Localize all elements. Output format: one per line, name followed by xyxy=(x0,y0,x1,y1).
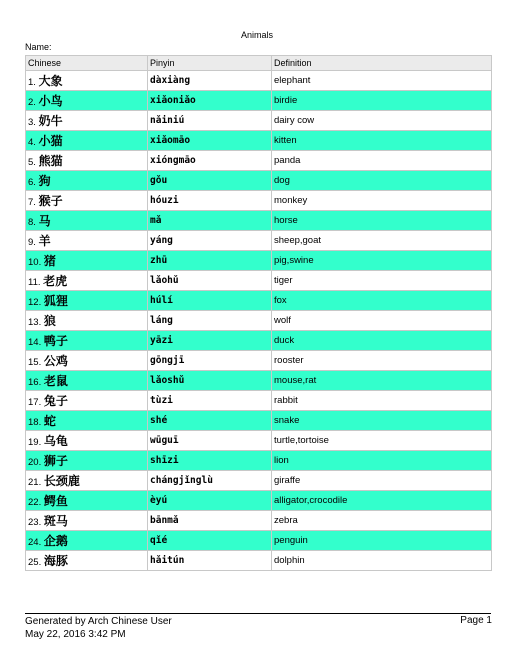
hanzi-text: 鳄鱼 xyxy=(43,494,68,508)
pinyin-cell: èyú xyxy=(148,491,272,511)
definition-cell: dog xyxy=(272,171,492,191)
row-number: 25. xyxy=(28,557,42,568)
pinyin-cell: chángjǐnglù xyxy=(148,471,272,491)
pinyin-cell: húlí xyxy=(148,291,272,311)
pinyin-cell: qǐé xyxy=(148,531,272,551)
pinyin-cell: shé xyxy=(148,411,272,431)
hanzi-text: 企鹅 xyxy=(43,534,68,548)
table-row xyxy=(26,471,492,491)
definition-cell: rabbit xyxy=(272,391,492,411)
table-row xyxy=(26,91,492,111)
chinese-cell xyxy=(26,491,148,511)
hanzi-text: 羊 xyxy=(38,234,51,248)
chinese-cell xyxy=(26,291,148,311)
hanzi-text: 猴子 xyxy=(38,194,63,208)
row-number: 22. xyxy=(28,497,42,508)
definition-cell: horse xyxy=(272,211,492,231)
table-row xyxy=(26,111,492,131)
chinese-cell xyxy=(26,471,148,491)
definition-cell: panda xyxy=(272,151,492,171)
table-row xyxy=(26,311,492,331)
pinyin-cell: nǎiniú xyxy=(148,111,272,131)
row-number: 21. xyxy=(28,477,42,488)
hanzi-text: 小鸟 xyxy=(38,94,63,108)
definition-cell: pig,swine xyxy=(272,251,492,271)
chinese-cell xyxy=(26,351,148,371)
definition-cell: sheep,goat xyxy=(272,231,492,251)
hanzi-text: 公鸡 xyxy=(43,354,68,368)
definition-cell: penguin xyxy=(272,531,492,551)
definition-cell: monkey xyxy=(272,191,492,211)
table-row xyxy=(26,431,492,451)
chinese-cell xyxy=(26,231,148,251)
footer-left xyxy=(25,615,172,641)
table-row xyxy=(26,371,492,391)
hanzi-text: 老虎 xyxy=(43,274,68,288)
pinyin-cell: yāzi xyxy=(148,331,272,351)
hanzi-text: 兔子 xyxy=(43,394,68,408)
definition-cell: lion xyxy=(272,451,492,471)
definition-cell: snake xyxy=(272,411,492,431)
chinese-cell xyxy=(26,331,148,351)
hanzi-text: 斑马 xyxy=(43,514,68,528)
definition-cell: giraffe xyxy=(272,471,492,491)
pinyin-cell: mǎ xyxy=(148,211,272,231)
table-row xyxy=(26,271,492,291)
definition-cell: birdie xyxy=(272,91,492,111)
definition-cell: duck xyxy=(272,331,492,351)
hanzi-text: 狗 xyxy=(38,174,51,188)
chinese-cell xyxy=(26,551,148,571)
chinese-cell xyxy=(26,311,148,331)
chinese-cell xyxy=(26,251,148,271)
hanzi-text: 狮子 xyxy=(43,454,68,468)
table-row xyxy=(26,391,492,411)
definition-cell: wolf xyxy=(272,311,492,331)
column-header-pinyin: Pinyin xyxy=(148,56,272,71)
row-number: 2. xyxy=(28,97,36,108)
chinese-cell xyxy=(26,431,148,451)
table-row xyxy=(26,171,492,191)
row-number: 7. xyxy=(28,197,36,208)
hanzi-text: 长颈鹿 xyxy=(43,474,80,488)
table-row xyxy=(26,331,492,351)
row-number: 18. xyxy=(28,417,42,428)
definition-cell: turtle,tortoise xyxy=(272,431,492,451)
definition-cell: kitten xyxy=(272,131,492,151)
pinyin-cell: zhū xyxy=(148,251,272,271)
hanzi-text: 狼 xyxy=(43,314,56,328)
definition-cell: mouse,rat xyxy=(272,371,492,391)
pinyin-cell: tùzi xyxy=(148,391,272,411)
hanzi-text: 马 xyxy=(38,214,51,228)
hanzi-text: 海豚 xyxy=(43,554,68,568)
hanzi-text: 小猫 xyxy=(38,134,63,148)
chinese-cell xyxy=(26,111,148,131)
pinyin-cell: shīzi xyxy=(148,451,272,471)
table-row xyxy=(26,251,492,271)
pinyin-cell: gǒu xyxy=(148,171,272,191)
footer-date: May 22, 2016 3:42 PM xyxy=(25,629,126,640)
pinyin-cell: láng xyxy=(148,311,272,331)
chinese-cell xyxy=(26,451,148,471)
pinyin-cell: xiǎoniǎo xyxy=(148,91,272,111)
chinese-cell xyxy=(26,91,148,111)
table-row xyxy=(26,531,492,551)
table-row xyxy=(26,191,492,211)
hanzi-text: 狐狸 xyxy=(43,294,68,308)
row-number: 12. xyxy=(28,297,42,308)
pinyin-cell: xiǎomāo xyxy=(148,131,272,151)
pinyin-cell: yáng xyxy=(148,231,272,251)
chinese-cell xyxy=(26,271,148,291)
chinese-cell xyxy=(26,151,148,171)
row-number: 4. xyxy=(28,137,36,148)
table-row xyxy=(26,511,492,531)
hanzi-text: 大象 xyxy=(38,74,63,88)
chinese-cell xyxy=(26,191,148,211)
footer-generated-by: Generated by Arch Chinese User xyxy=(25,616,172,627)
name-label: Name: xyxy=(25,42,52,52)
definition-cell: tiger xyxy=(272,271,492,291)
row-number: 10. xyxy=(28,257,42,268)
row-number: 20. xyxy=(28,457,42,468)
table-row xyxy=(26,151,492,171)
table-header-row xyxy=(26,56,492,71)
row-number: 17. xyxy=(28,397,42,408)
hanzi-text: 猪 xyxy=(43,254,56,268)
page-title: Animals xyxy=(240,30,273,40)
pinyin-cell: gōngjī xyxy=(148,351,272,371)
row-number: 19. xyxy=(28,437,42,448)
row-number: 24. xyxy=(28,537,42,548)
row-number: 5. xyxy=(28,157,36,168)
table-row xyxy=(26,491,492,511)
hanzi-text: 乌龟 xyxy=(43,434,68,448)
definition-cell: elephant xyxy=(272,71,492,91)
table-row xyxy=(26,411,492,431)
chinese-cell xyxy=(26,391,148,411)
pinyin-cell: hóuzi xyxy=(148,191,272,211)
table-row xyxy=(26,551,492,571)
table-row xyxy=(26,131,492,151)
definition-cell: alligator,crocodile xyxy=(272,491,492,511)
hanzi-text: 奶牛 xyxy=(38,114,63,128)
definition-cell: dairy cow xyxy=(272,111,492,131)
pinyin-cell: wūguī xyxy=(148,431,272,451)
column-header-chinese: Chinese xyxy=(26,56,148,71)
chinese-cell xyxy=(26,211,148,231)
footer-page-number: Page 1 xyxy=(460,615,492,626)
chinese-cell xyxy=(26,411,148,431)
pinyin-cell: lǎohǔ xyxy=(148,271,272,291)
chinese-cell xyxy=(26,131,148,151)
table-row xyxy=(26,451,492,471)
pinyin-cell: xióngmāo xyxy=(148,151,272,171)
chinese-cell xyxy=(26,511,148,531)
table-row xyxy=(26,211,492,231)
row-number: 14. xyxy=(28,337,42,348)
pinyin-cell: hǎitún xyxy=(148,551,272,571)
row-number: 9. xyxy=(28,237,36,248)
table-row xyxy=(26,351,492,371)
row-number: 1. xyxy=(28,77,36,88)
row-number: 23. xyxy=(28,517,42,528)
footer-divider xyxy=(25,613,491,614)
row-number: 11. xyxy=(28,277,41,288)
row-number: 15. xyxy=(28,357,42,368)
chinese-cell xyxy=(26,531,148,551)
vocab-table xyxy=(25,55,492,571)
definition-cell: zebra xyxy=(272,511,492,531)
hanzi-text: 熊猫 xyxy=(38,154,63,168)
table-row xyxy=(26,291,492,311)
row-number: 13. xyxy=(28,317,42,328)
hanzi-text: 老鼠 xyxy=(43,374,68,388)
row-number: 16. xyxy=(28,377,42,388)
chinese-cell xyxy=(26,71,148,91)
row-number: 3. xyxy=(28,117,36,128)
pinyin-cell: lǎoshǔ xyxy=(148,371,272,391)
pinyin-cell: dàxiàng xyxy=(148,71,272,91)
row-number: 8. xyxy=(28,217,36,228)
chinese-cell xyxy=(26,371,148,391)
hanzi-text: 鸭子 xyxy=(43,334,68,348)
pinyin-cell: bānmǎ xyxy=(148,511,272,531)
definition-cell: rooster xyxy=(272,351,492,371)
hanzi-text: 蛇 xyxy=(43,414,56,428)
column-header-definition: Definition xyxy=(272,56,492,71)
table-row xyxy=(26,71,492,91)
definition-cell: dolphin xyxy=(272,551,492,571)
definition-cell: fox xyxy=(272,291,492,311)
table-row xyxy=(26,231,492,251)
chinese-cell xyxy=(26,171,148,191)
row-number: 6. xyxy=(28,177,36,188)
